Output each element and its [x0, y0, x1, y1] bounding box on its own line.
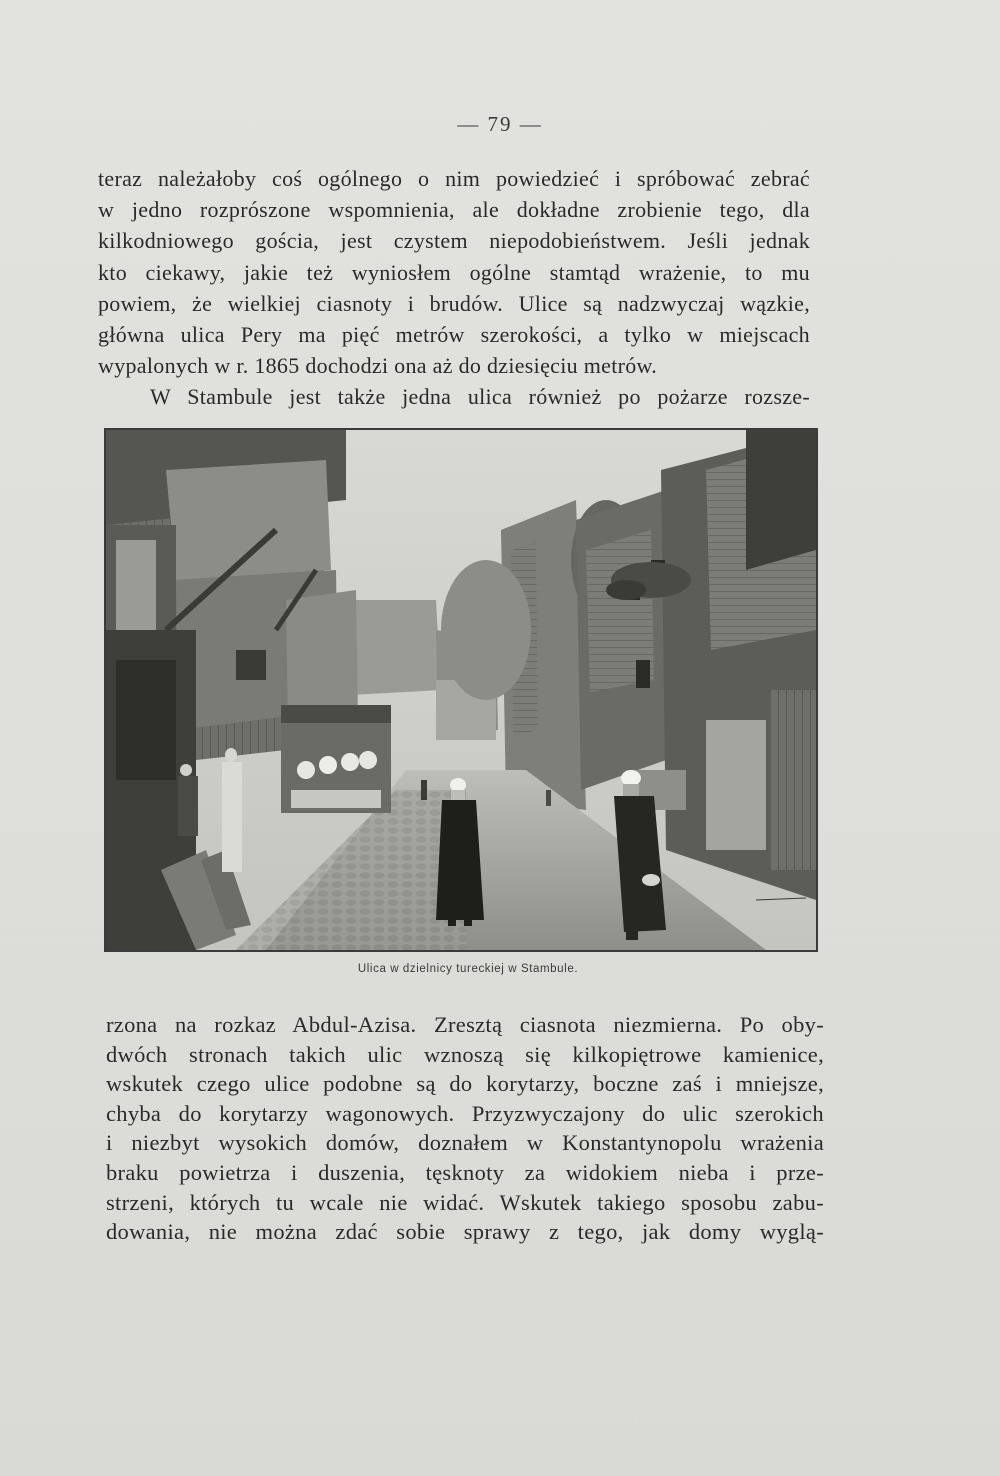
text-line: teraz należałoby coś ogólnego o nim powiedzieć i spróbować zebrać	[98, 166, 810, 191]
text-line: strzeni, których tu wcale nie widać. Wskutek takiego sposobu zabu-	[106, 1189, 824, 1215]
text-line: wskutek czego ulice podobne są do korytarzy, boczne zaś i mniejsze,	[106, 1071, 824, 1097]
text-line: kto ciekawy, jakie też wyniosłem ogólne stamtąd wrażenie, to mu	[98, 259, 810, 285]
photo-caption: Ulica w dzielnicy tureckiej w Stambule.	[357, 963, 579, 975]
street-photograph	[104, 428, 818, 952]
text-line: kilkodniowego gościa, jest czystem niepodobieństwem. Jeśli jednak	[98, 228, 810, 254]
text-line: w jedno rozprószone wspomnienia, ale dokładne zrobienie tego, dla	[98, 197, 810, 223]
bottom-paragraph	[106, 1010, 824, 1247]
top-paragraph	[98, 163, 810, 413]
text-line: rzona na rozkaz Abdul-Azisa. Zresztą ciasnota niezmierna. Po oby-	[106, 1012, 824, 1037]
text-line: dowania, nie można zdać sobie sprawy z tego, jak domy wyglą-	[106, 1219, 824, 1245]
text-line: i niezbyt wysokich domów, doznałem w Konstantynopolu wrażenia	[106, 1130, 824, 1156]
text-line: braku powietrza i duszenia, tęsknoty za widokiem nieba i prze-	[106, 1159, 824, 1185]
text-line: W Stambule jest także jedna ulica również po pożarze rozsze-	[150, 384, 810, 410]
text-line: chyba do korytarzy wagonowych. Przyzwyczajony do ulic szerokich	[106, 1100, 824, 1126]
text-line: wypalonych w r. 1865 dochodzi ona aż do dziesięciu metrów.	[98, 353, 658, 379]
page-number: — 79 —	[457, 112, 543, 136]
text-line: powiem, że wielkiej ciasnoty i brudów. Ulice są nadzwyczaj wązkie,	[98, 290, 810, 316]
text-line: główna ulica Pery ma pięć metrów szerokości, a tylko w miejscach	[98, 322, 810, 348]
text-line: dwóch stronach takich ulic wznoszą się kilkopiętrowe kamienice,	[106, 1041, 824, 1067]
